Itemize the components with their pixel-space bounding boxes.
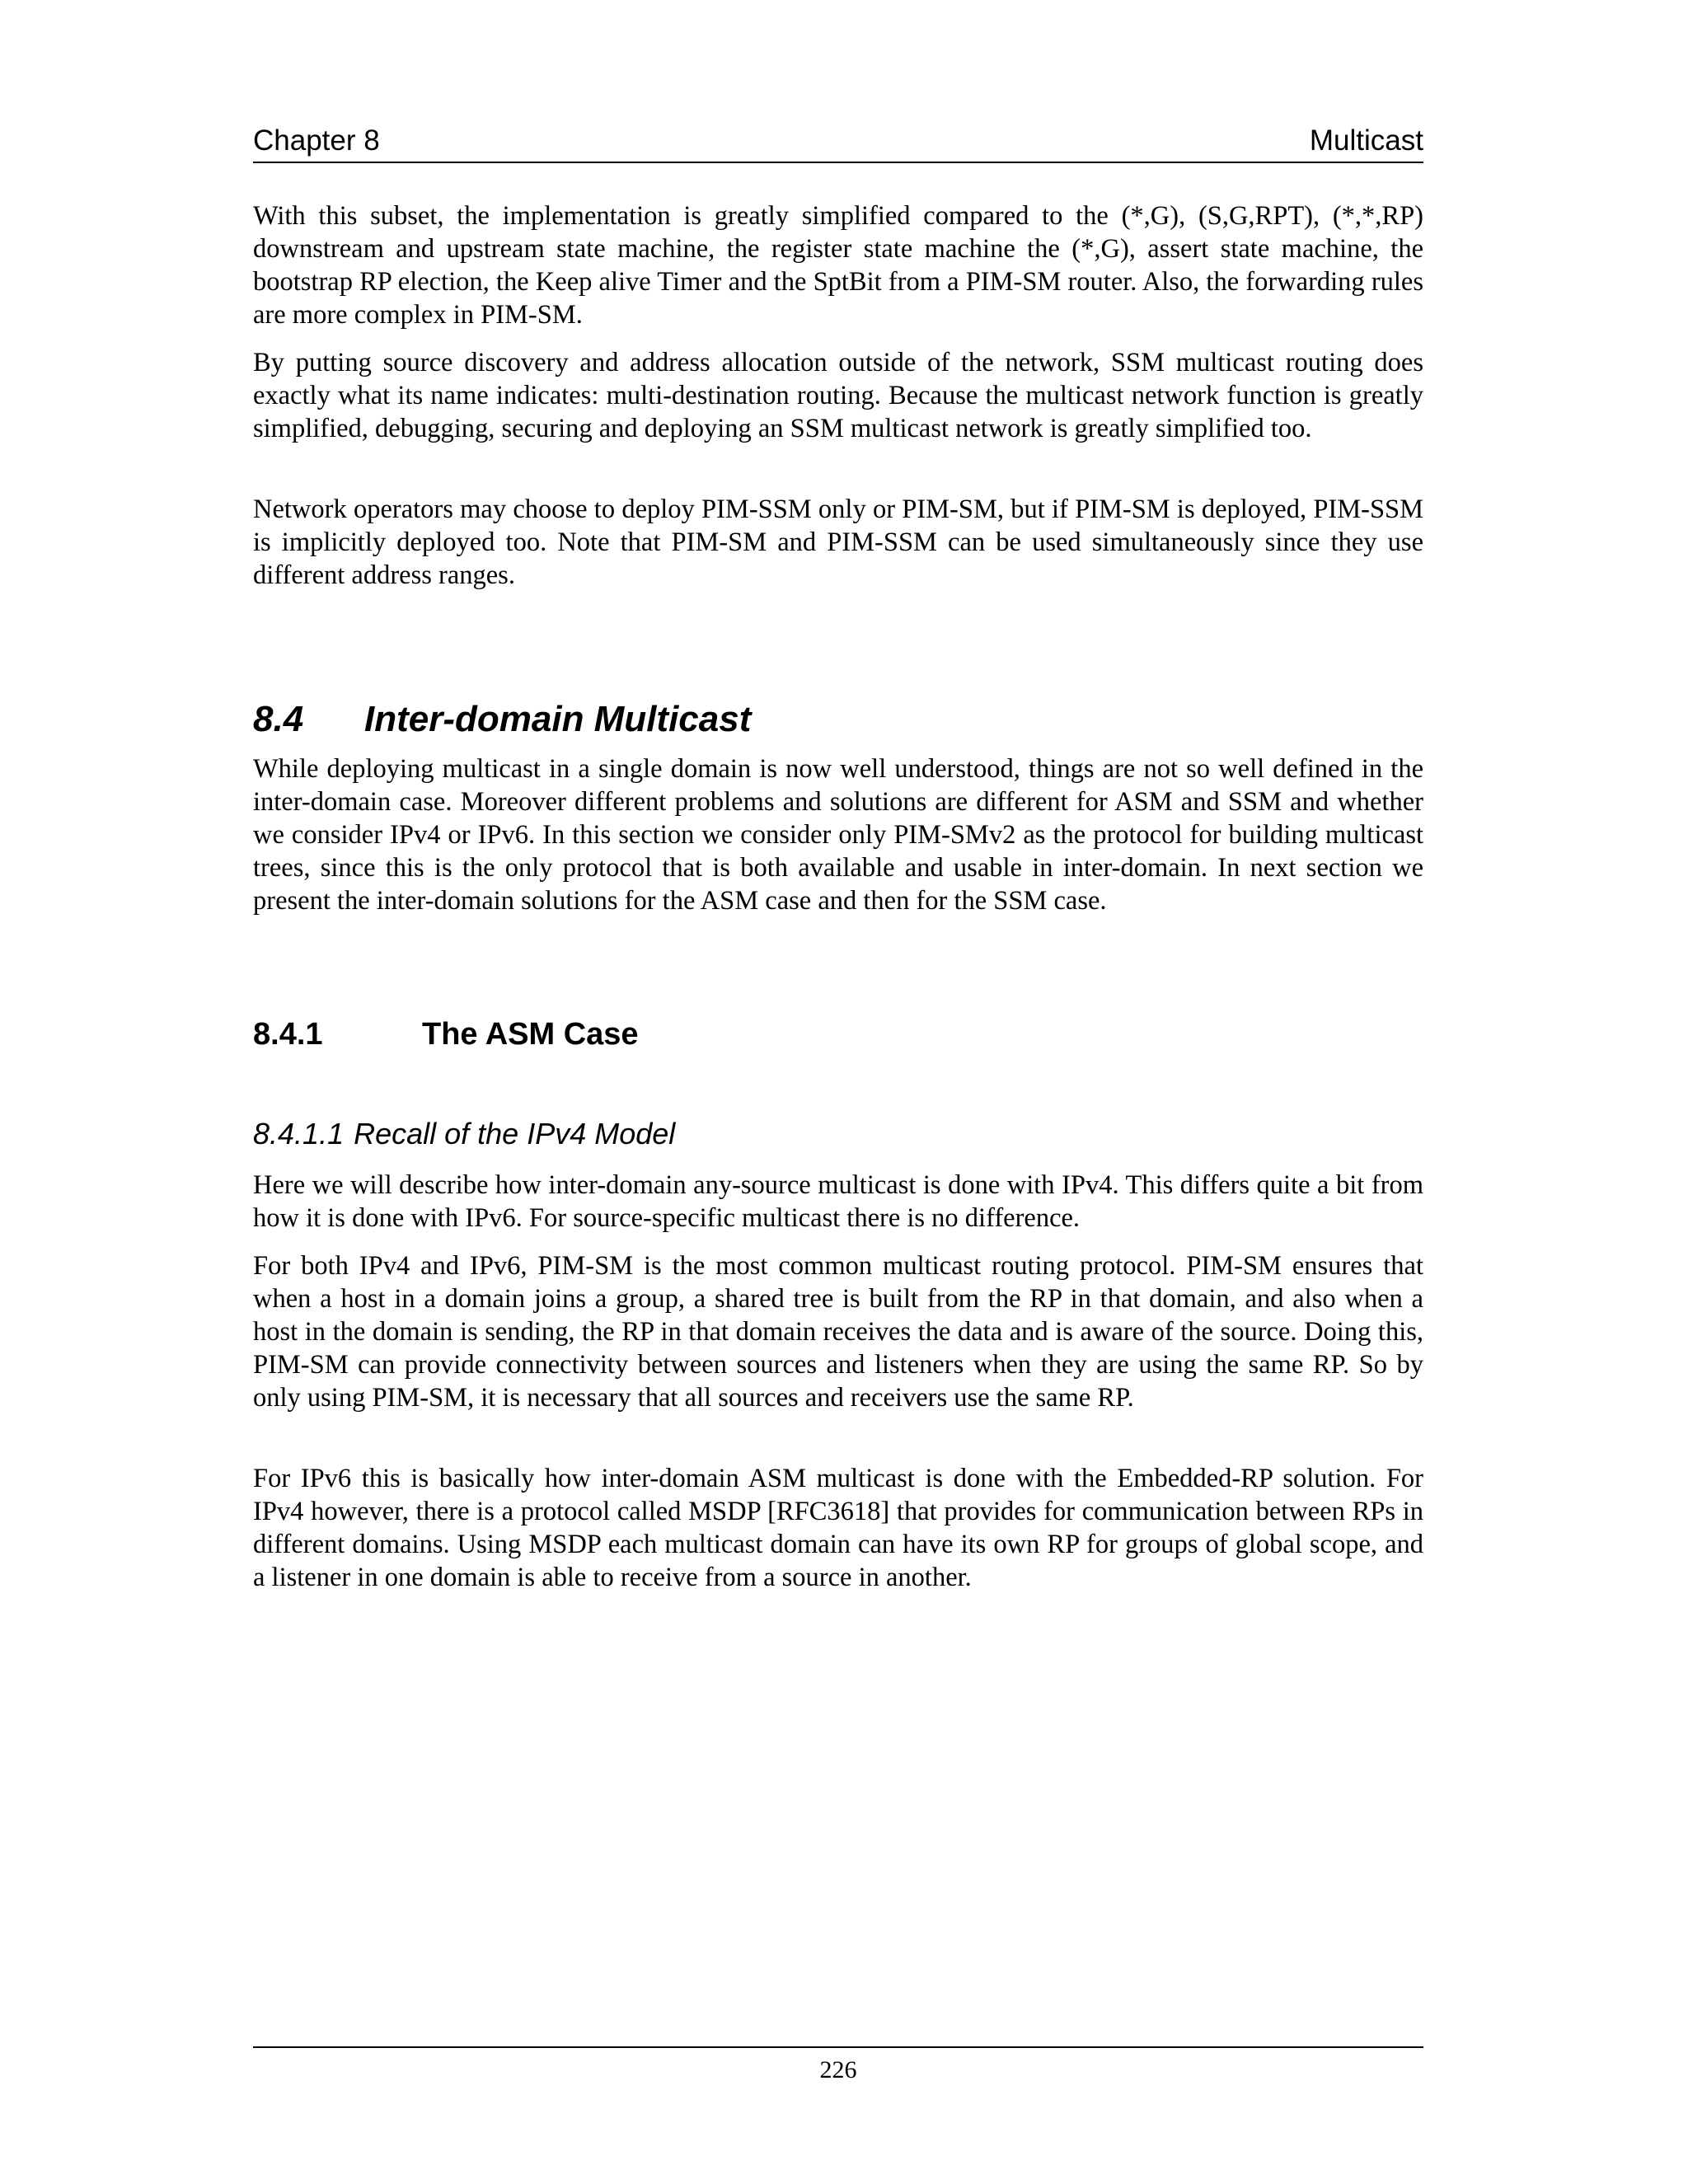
paragraph-ssm-source-discovery: By putting source discovery and address allocation outside of the network, SSM multicast routing does exactly what its name indicates: multi-destination routing. Because the multicast network function is greatly simplified, debugging, securing and deploying an SSM multicast network is greatly simplified too. bbox=[253, 348, 1423, 443]
paragraph-network-operators: Network operators may choose to deploy PIM-SSM only or PIM-SM, but if PIM-SM is deployed, PIM-SSM is implicitly deployed too. Note that PIM-SM and PIM-SSM can be used simultaneously since they use different address ranges. bbox=[253, 494, 1423, 590]
section-heading-8-4-1 bbox=[253, 1015, 1423, 1054]
paragraph-pim-sm-shared-tree: For both IPv4 and IPv6, PIM-SM is the most common multicast routing protocol. PIM-SM ensures that when a host in a domain joins a group, a shared tree is built from the RP in that domain, and also when a host in the domain is sending, the RP in that domain receives the data and is aware of the source. Doing this, PIM-SM can provide connectivity between sources and listeners when they are using the same RP. So by only using PIM-SM, it is necessary that all sources and receivers use the same RP. bbox=[253, 1251, 1423, 1413]
paragraph-ipv4-model-intro: Here we will describe how inter-domain any-source multicast is done with IPv4. This differs quite a bit from how it is done with IPv6. For source-specific multicast there is no difference. bbox=[253, 1170, 1423, 1233]
subsection-title: The ASM Case bbox=[422, 1017, 639, 1052]
subsubsection-title: Recall of the IPv4 Model bbox=[354, 1117, 676, 1151]
paragraph-subset-simplification: With this subset, the implementation is greatly simplified compared to the (*,G), (S,G,RPT), (*,*,RP) downstream and upstream state machine, the register state machine the (*,G), assert state machine, the bootstrap RP election, the Keep alive Timer and the SptBit from a PIM-SM router. Also, the forwarding rules are more complex in PIM-SM. bbox=[253, 201, 1423, 330]
section-number: 8.4 bbox=[253, 699, 304, 739]
section-title: Inter-domain Multicast bbox=[364, 699, 752, 739]
section-heading-8-4-1-1 bbox=[253, 1115, 1423, 1153]
footer-rule bbox=[253, 2046, 1423, 2048]
page-number: 226 bbox=[819, 2056, 857, 2083]
running-header-topic: Multicast bbox=[1309, 124, 1423, 157]
subsection-number: 8.4.1 bbox=[253, 1017, 323, 1052]
subsubsection-number: 8.4.1.1 bbox=[253, 1117, 345, 1151]
page-header bbox=[253, 120, 1423, 163]
section-heading-8-4 bbox=[253, 696, 1423, 743]
paragraph-inter-domain-intro: While deploying multicast in a single domain is now well understood, things are not so well defined in the inter-domain case. Moreover different problems and solutions are different for ASM and SSM and whether we consider IPv4 or IPv6. In this section we consider only PIM-SMv2 as the protocol for building multicast trees, since this is the only protocol that is both available and usable in inter-domain. In next section we present the inter-domain solutions for the ASM case and then for the SSM case. bbox=[253, 754, 1423, 916]
running-header-chapter: Chapter 8 bbox=[253, 124, 380, 157]
paragraph-msdp-embedded-rp: For IPv6 this is basically how inter-domain ASM multicast is done with the Embedded-RP solution. For IPv4 however, there is a protocol called MSDP [RFC3618] that provides for communication between RPs in different domains. Using MSDP each multicast domain can have its own RP for groups of global scope, and a listener in one domain is able to receive from a source in another. bbox=[253, 1464, 1423, 1592]
